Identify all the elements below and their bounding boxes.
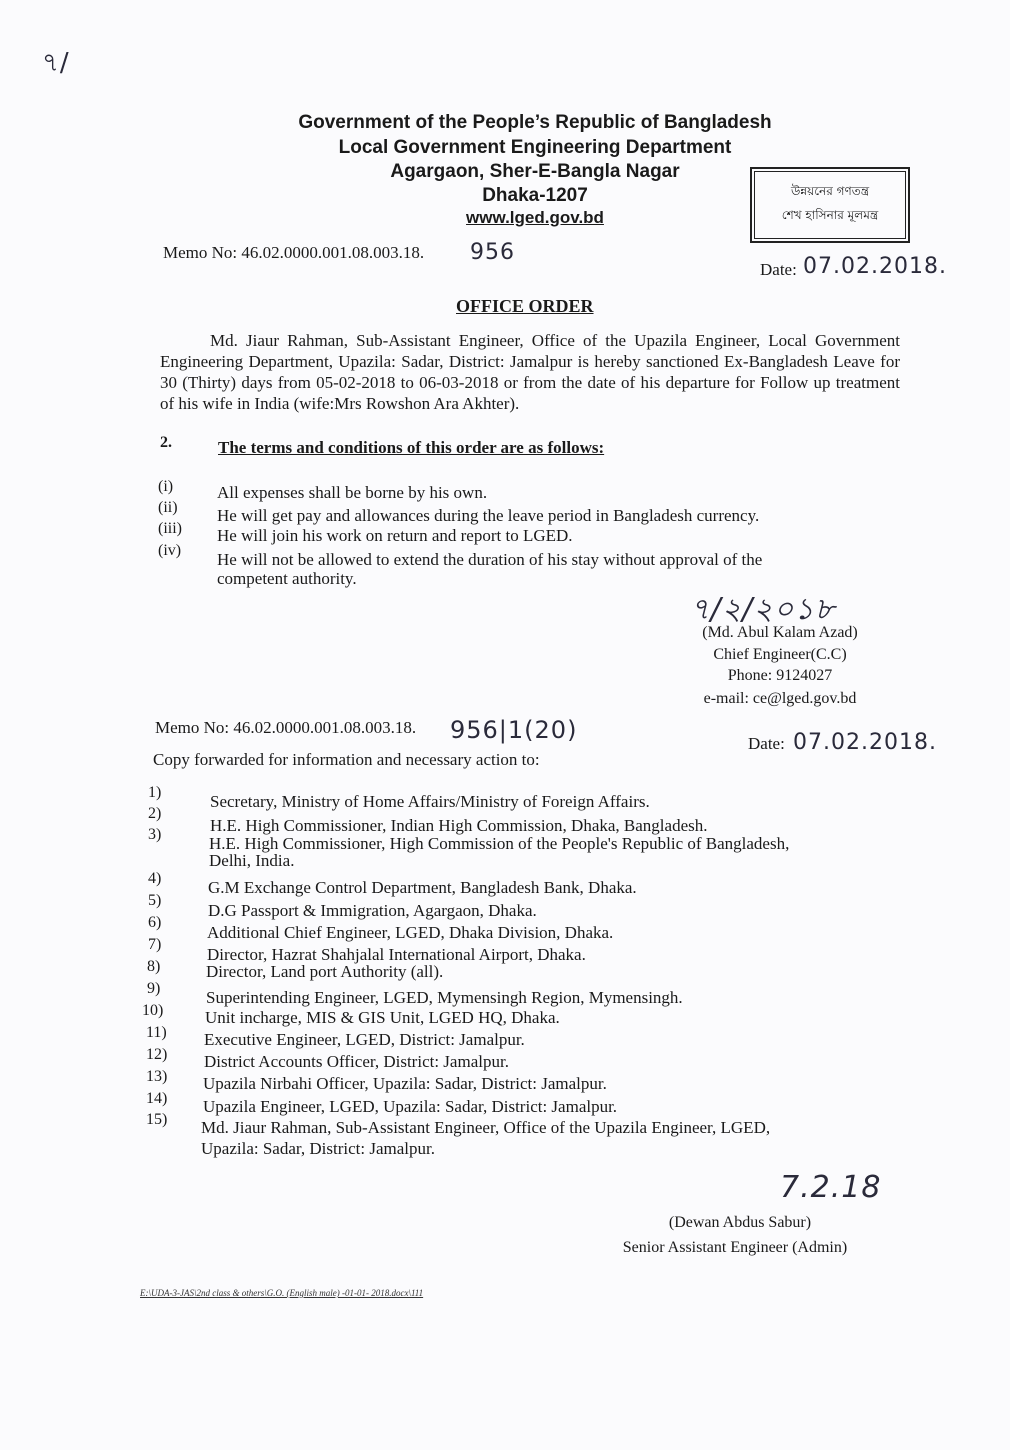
recipient-text: Md. Jiaur Rahman, Sub-Assistant Engineer, Office of the Upazila Engineer, LGED,: [201, 1118, 771, 1137]
recipient-number: 13): [146, 1068, 168, 1085]
body-paragraph: Md. Jiaur Rahman, Sub-Assistant Engineer, Office of the Upazila Engineer, Local Government Engineering Department, Upazila: Sadar, District: Jamalpur is hereby sanctioned Ex-Bangladesh Leave for 30 (Thirty) days from 05-02-2018 to 06-03-2018 or from the date of his departure for Follow up treatment of his wife in India (wife:Mrs Rowshon Ara Akhter).: [160, 331, 900, 413]
slogan-line-1: উন্নয়নের গণতন্ত্র: [790, 184, 870, 198]
recipient-number: 11): [146, 1024, 167, 1041]
signatory-2-title: Senior Assistant Engineer (Admin): [622, 1239, 848, 1256]
term-text: He will not be allowed to extend the duration of his stay without approval of the: [217, 550, 763, 569]
recipient-number: 8): [147, 958, 161, 975]
recipient-text: Upazila Nirbahi Officer, Upazila: Sadar, District: Jamalpur.: [203, 1074, 607, 1093]
recipient-number: 2): [148, 805, 162, 822]
memo-1-date-label: Date:: [760, 260, 797, 279]
header-line-2: Local Government Engineering Department: [338, 137, 732, 158]
slogan-box: [750, 167, 910, 243]
copy-intro: Copy forwarded for information and necessary action to:: [153, 750, 540, 769]
recipient-number: 9): [147, 980, 161, 997]
terms-number: 2.: [160, 434, 172, 451]
recipient-text: Unit incharge, MIS & GIS Unit, LGED HQ, Dhaka.: [205, 1008, 560, 1027]
memo-1-label: Memo No: 46.02.0000.001.08.003.18.: [163, 243, 425, 262]
signatory-2-name: (Dewan Abdus Sabur): [668, 1214, 812, 1231]
recipient-number: 10): [142, 1002, 164, 1019]
signatory-1-email: e-mail: ce@lged.gov.bd: [703, 690, 857, 707]
term-text: He will join his work on return and report to LGED.: [217, 526, 573, 545]
signature-2: 7.2.18: [780, 1170, 882, 1205]
recipient-number: 7): [148, 936, 162, 953]
recipient-number: 12): [146, 1046, 168, 1063]
term-text: All expenses shall be borne by his own.: [217, 483, 488, 502]
recipient-text: Superintending Engineer, LGED, Mymensingh Region, Mymensingh.: [206, 988, 683, 1007]
term-text: He will get pay and allowances during the leave period in Bangladesh currency.: [217, 506, 760, 525]
recipient-text: H.E. High Commissioner, Indian High Commission, Dhaka, Bangladesh.: [210, 816, 708, 835]
header-line-3: Agargaon, Sher-E-Bangla Nagar: [390, 161, 680, 182]
header-line-4: Dhaka-1207: [482, 185, 588, 206]
terms-heading: The terms and conditions of this order are as follows:: [218, 438, 605, 457]
slogan-line-2: শেখ হাসিনার মূলমন্ত্র: [781, 208, 879, 222]
recipient-text: G.M Exchange Control Department, Bangladesh Bank, Dhaka.: [208, 878, 637, 897]
recipient-text: District Accounts Officer, District: Jamalpur.: [204, 1052, 509, 1071]
corner-handwritten-mark: ৭/: [42, 48, 70, 78]
term-number: (i): [158, 478, 174, 495]
recipient-text: Secretary, Ministry of Home Affairs/Ministry of Foreign Affairs.: [210, 792, 650, 811]
signature-1: ৭/২/২০১৮: [690, 592, 836, 627]
memo-2-date: 07.02.2018.: [793, 730, 937, 755]
recipient-text: Director, Land port Authority (all).: [206, 962, 444, 981]
website-link[interactable]: www.lged.gov.bd: [466, 208, 604, 227]
recipient-text: Upazila Engineer, LGED, Upazila: Sadar, District: Jamalpur.: [203, 1097, 618, 1116]
memo-1-number: 956: [470, 240, 515, 265]
recipient-text: Additional Chief Engineer, LGED, Dhaka Division, Dhaka.: [207, 923, 614, 942]
memo-2-number: 956|1(20): [450, 716, 578, 744]
term-number: (ii): [158, 499, 178, 516]
recipient-number: 6): [148, 914, 162, 931]
term-number: (iv): [158, 542, 182, 559]
signatory-1-title: Chief Engineer(C.C): [713, 646, 847, 663]
recipient-text-continued: Upazila: Sadar, District: Jamalpur.: [201, 1139, 435, 1158]
memo-2-date-label: Date:: [748, 734, 785, 753]
recipient-number: 14): [146, 1090, 168, 1107]
recipient-number: 1): [148, 784, 162, 801]
recipient-number: 4): [148, 870, 162, 887]
recipient-text: D.G Passport & Immigration, Agargaon, Dhaka.: [208, 901, 537, 920]
recipient-text: H.E. High Commissioner, High Commission of the People's Republic of Bangladesh,: [209, 834, 790, 853]
term-number: (iii): [158, 520, 182, 537]
memo-2-label: Memo No: 46.02.0000.001.08.003.18.: [155, 718, 417, 737]
header-line-1: Government of the People’s Republic of Bangladesh: [298, 112, 772, 133]
term-text-continued: competent authority.: [217, 569, 357, 588]
file-path-footer: E:\UDA-3-JAS\2nd class & others\G.O. (English male) -01-01- 2018.docx\111: [140, 1288, 424, 1298]
memo-1-date: 07.02.2018.: [803, 254, 947, 279]
recipient-number: 5): [148, 892, 162, 909]
recipient-number: 3): [148, 826, 162, 843]
signatory-1-phone: Phone: 9124027: [727, 667, 833, 684]
recipient-text: Executive Engineer, LGED, District: Jamalpur.: [204, 1030, 525, 1049]
recipient-text: Director, Hazrat Shahjalal International Airport, Dhaka.: [207, 945, 586, 964]
recipient-text-continued: Delhi, India.: [209, 851, 295, 870]
recipient-number: 15): [146, 1111, 168, 1128]
signatory-1-name: (Md. Abul Kalam Azad): [702, 624, 858, 641]
order-title: OFFICE ORDER: [456, 296, 594, 316]
